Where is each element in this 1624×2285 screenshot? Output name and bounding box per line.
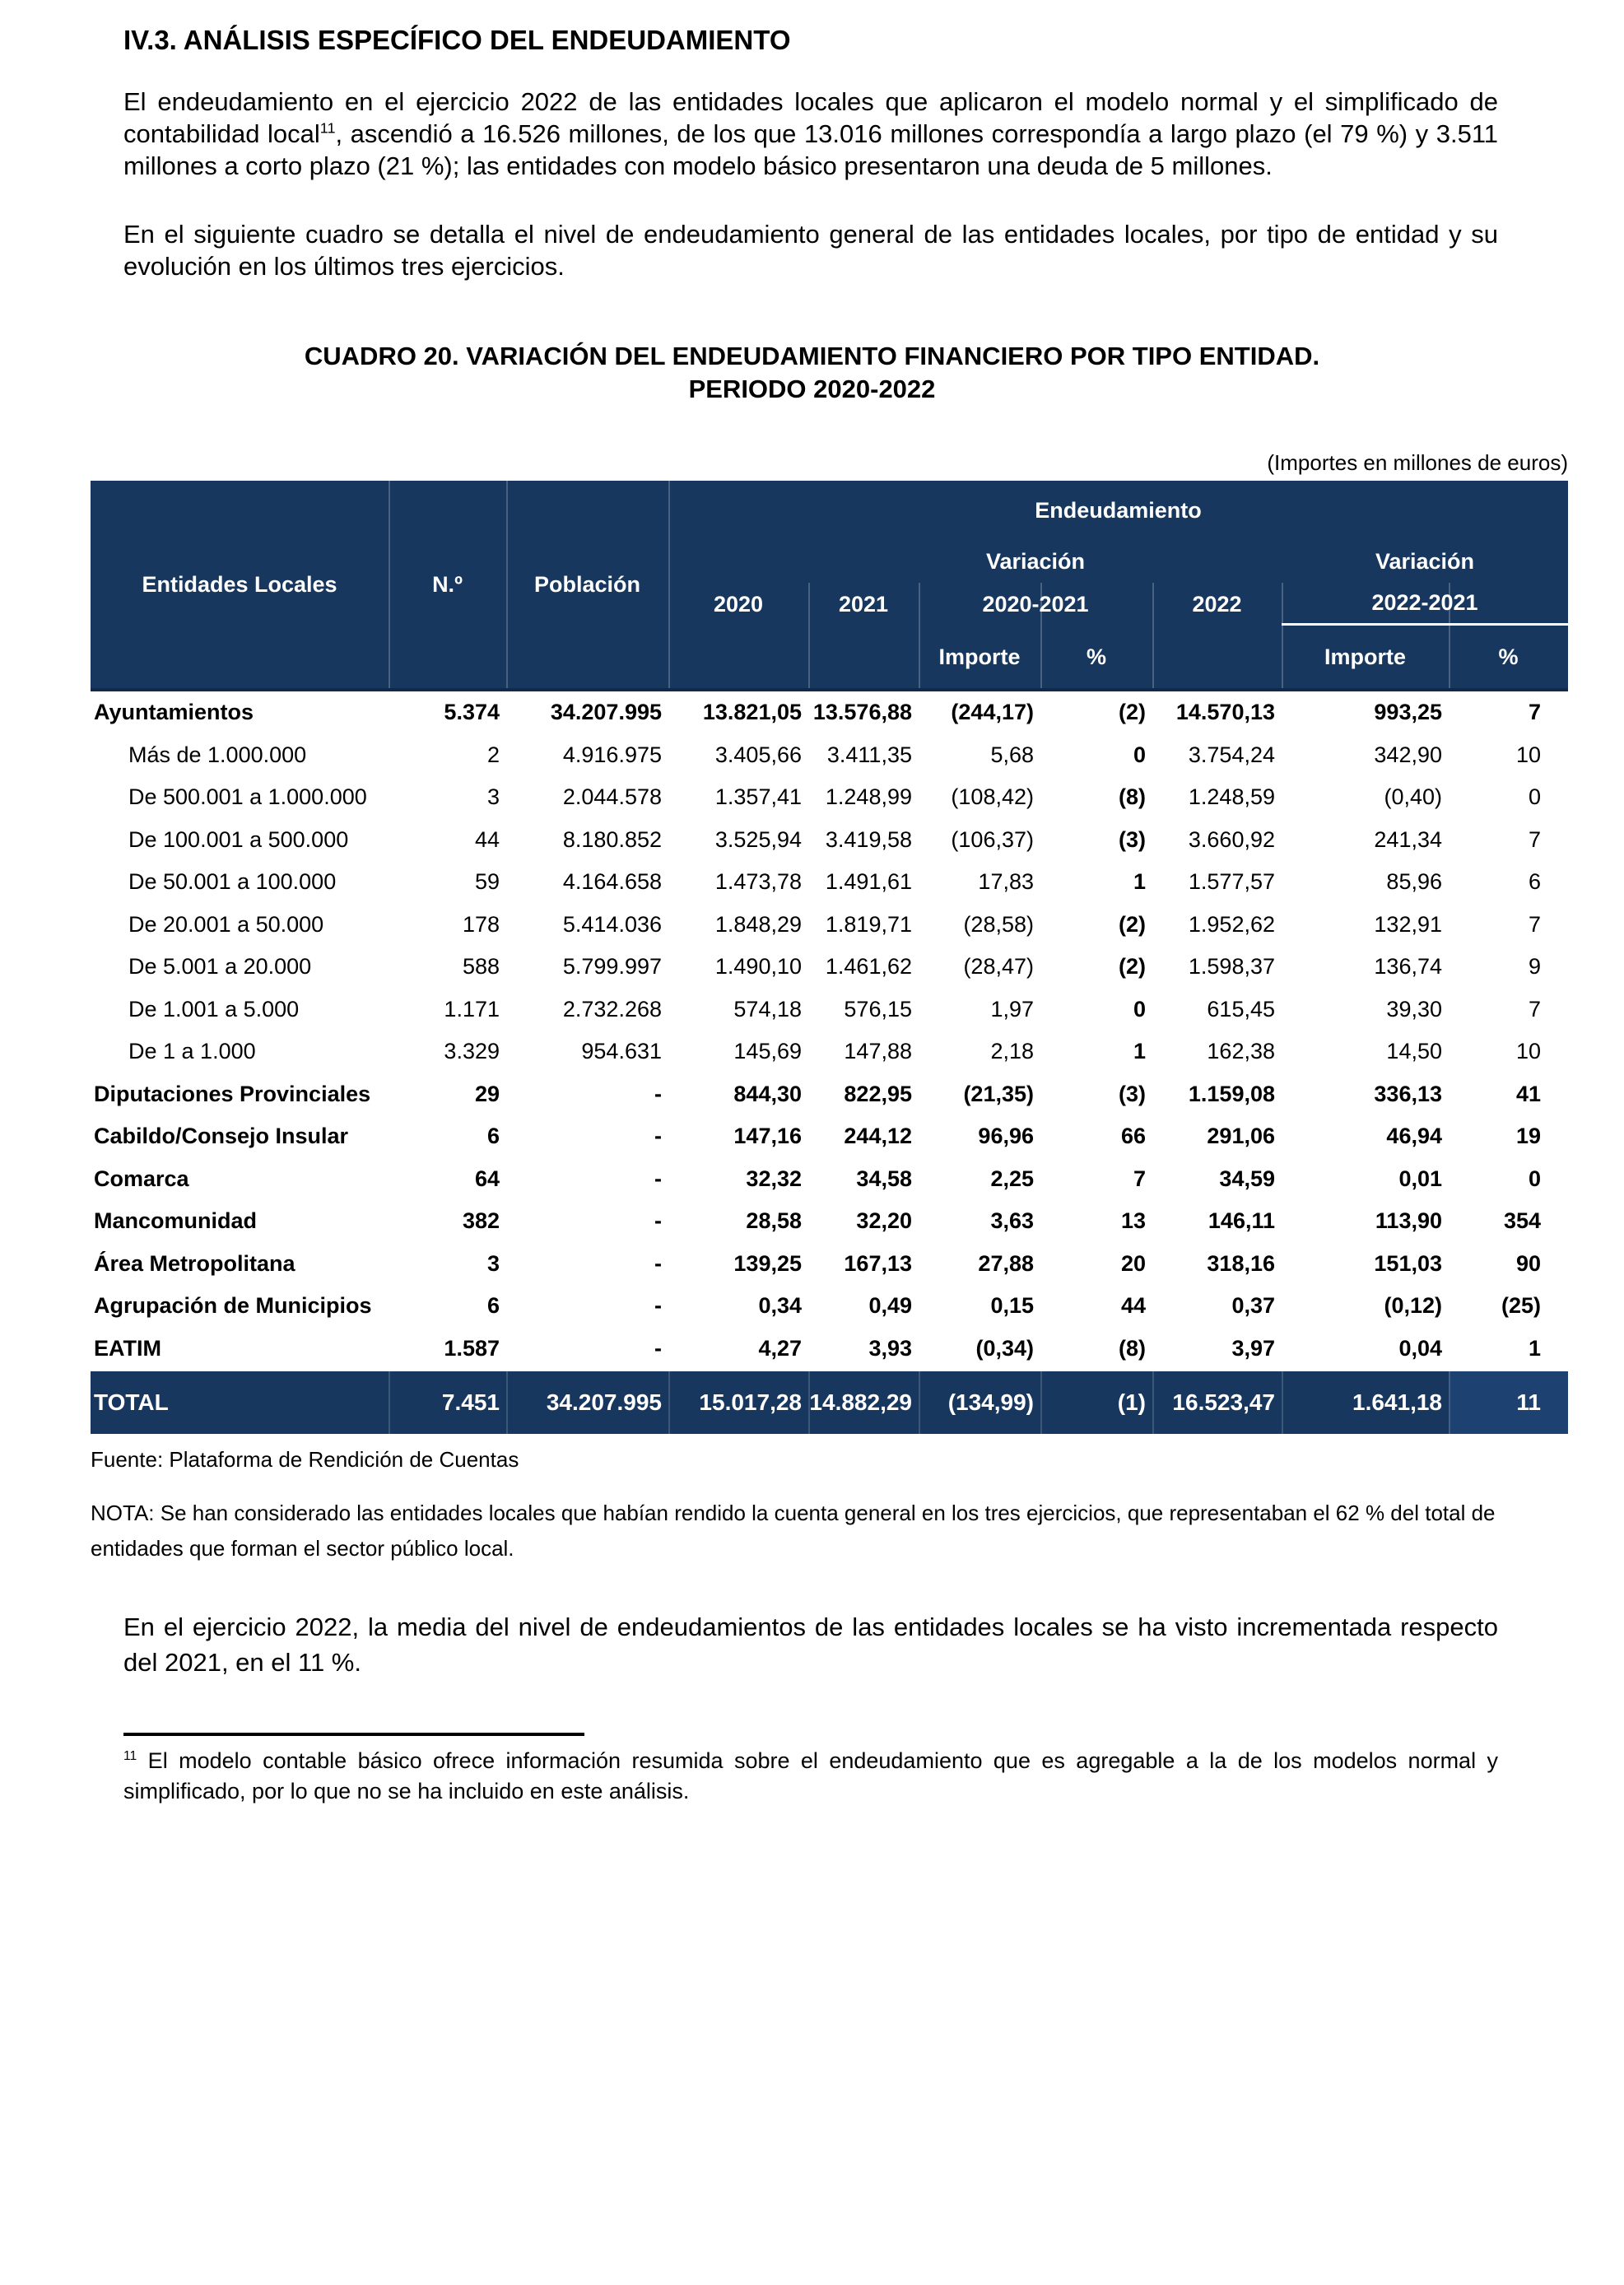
cell-value: (25) <box>1501 1293 1541 1319</box>
cell-value: 8.180.852 <box>562 826 662 852</box>
cell-value: 28,58 <box>746 1208 802 1234</box>
row-label: De 500.001 a 1.000.000 <box>128 784 367 810</box>
table-row <box>91 1073 1568 1116</box>
table-title-line-1: CUADRO 20. VARIACIÓN DEL ENDEUDAMIENTO FINANCIERO POR TIPO ENTIDAD. <box>304 342 1320 370</box>
cell-value: 113,90 <box>1375 1208 1442 1234</box>
cell-value: 145,69 <box>733 1039 802 1064</box>
cell-value: 954.631 <box>581 1039 662 1064</box>
table-row <box>91 861 1568 904</box>
cell-value: (3) <box>1119 1081 1146 1106</box>
total-cell-value: 16.523,47 <box>1152 1371 1282 1434</box>
cell-value: 66 <box>1120 1124 1146 1149</box>
table-header <box>91 481 1568 691</box>
cell-value: 1.577,57 <box>1188 869 1275 895</box>
row-label: De 5.001 a 20.000 <box>128 954 312 980</box>
cell-value: 96,96 <box>978 1124 1034 1149</box>
cell-value: (0,12) <box>1384 1293 1442 1319</box>
cell-value: 318,16 <box>1207 1250 1275 1276</box>
cell-value: 291,06 <box>1207 1124 1275 1149</box>
col-header-2020: 2020 <box>713 591 764 617</box>
cell-value: 382 <box>462 1208 500 1234</box>
cell-value: - <box>654 1293 662 1319</box>
cell-value: 7 <box>1133 1166 1146 1191</box>
table-row <box>91 734 1568 777</box>
cell-value: 2.732.268 <box>562 996 662 1022</box>
cell-value: 19 <box>1515 1124 1541 1149</box>
table-row <box>91 989 1568 1031</box>
total-cell-value: 34.207.995 <box>506 1371 668 1434</box>
cell-value: 64 <box>474 1166 500 1191</box>
col-header-entidades-locales: Entidades Locales <box>142 571 337 597</box>
cell-value: 3.754,24 <box>1188 742 1275 767</box>
cell-value: (244,17) <box>951 700 1034 725</box>
cell-value: 27,88 <box>978 1250 1034 1276</box>
cell-value: 3,93 <box>868 1335 912 1361</box>
col-header-2021: 2021 <box>838 591 889 617</box>
table-title-line-2: PERIODO 2020-2022 <box>688 375 936 403</box>
header-separator <box>506 481 508 688</box>
cell-value: 39,30 <box>1386 996 1442 1022</box>
table-row <box>91 904 1568 947</box>
cell-value: (3) <box>1119 826 1146 852</box>
cell-value: (28,58) <box>963 911 1034 937</box>
cell-value: 1.819,71 <box>825 911 912 937</box>
table-row <box>91 776 1568 819</box>
cell-value: 7 <box>1528 996 1541 1022</box>
header-separator <box>389 481 390 688</box>
cell-value: 1.248,99 <box>825 784 912 810</box>
cell-value: 244,12 <box>844 1124 912 1149</box>
cell-value: 1.490,10 <box>714 954 802 980</box>
row-label: Comarca <box>94 1166 189 1191</box>
header-separator <box>1152 583 1154 688</box>
cell-value: 1.598,37 <box>1188 954 1275 980</box>
cell-value: 13.821,05 <box>702 700 802 725</box>
cell-value: 0 <box>1528 784 1541 810</box>
cell-value: 1.248,59 <box>1188 784 1275 810</box>
cell-value: 146,11 <box>1208 1208 1275 1234</box>
cell-value: 2,18 <box>990 1039 1034 1064</box>
cell-value: 3.411,35 <box>826 742 912 767</box>
cell-value: 576,15 <box>844 996 912 1022</box>
total-cell-value: 14.882,29 <box>808 1371 919 1434</box>
paragraph-3: En el ejercicio 2022, la media del nivel de endeudamientos de las entidades locales se ha visto incrementada respecto del 2021, en el 11 %. <box>123 1613 1498 1677</box>
cell-value: 6 <box>486 1124 500 1149</box>
cell-value: (108,42) <box>951 784 1034 810</box>
col-header-pct-2: % <box>1498 644 1519 669</box>
cell-value: 3.405,66 <box>714 742 802 767</box>
cell-value: 0 <box>1133 742 1146 767</box>
col-header-numero: N.º <box>432 571 463 597</box>
col-header-importe-1: Importe <box>938 644 1021 669</box>
cell-value: 574,18 <box>733 996 802 1022</box>
row-label: Más de 1.000.000 <box>128 742 307 767</box>
footnote-number: 11 <box>123 1749 137 1763</box>
col-header-pct-1: % <box>1086 644 1106 669</box>
table-title <box>123 340 1501 406</box>
row-label: De 100.001 a 500.000 <box>128 826 349 852</box>
table-body <box>91 691 1568 1370</box>
cell-value: (2) <box>1119 954 1146 980</box>
cell-value: 90 <box>1515 1250 1541 1276</box>
row-label: De 20.001 a 50.000 <box>128 911 324 937</box>
cell-value: 1.159,08 <box>1188 1081 1275 1106</box>
source-note: Fuente: Plataforma de Rendición de Cuentas <box>91 1447 519 1472</box>
group-header-variacion-2020-2021: Variación <box>985 548 1086 574</box>
cell-value: 0,15 <box>990 1293 1034 1319</box>
cell-value: 32,32 <box>746 1166 802 1191</box>
cell-value: 241,34 <box>1374 826 1442 852</box>
cell-value: 3.329 <box>444 1039 500 1064</box>
row-label: De 50.001 a 100.000 <box>128 869 337 895</box>
cell-value: 6 <box>1528 869 1541 895</box>
section-heading: IV.3. ANÁLISIS ESPECÍFICO DEL ENDEUDAMIENTO <box>123 25 791 55</box>
cell-value: 2.044.578 <box>562 784 662 810</box>
cell-value: 10 <box>1515 742 1541 767</box>
cell-value: 1.473,78 <box>714 869 802 895</box>
header-separator <box>1282 583 1283 688</box>
row-label: Cabildo/Consejo Insular <box>94 1124 349 1149</box>
cell-value: 41 <box>1515 1081 1541 1106</box>
cell-value: 1.848,29 <box>714 911 802 937</box>
cell-value: 2 <box>486 742 500 767</box>
cell-value: 34,58 <box>856 1166 912 1191</box>
cell-value: - <box>654 1335 662 1361</box>
table-row <box>91 1158 1568 1201</box>
cell-value: 1.587 <box>444 1335 500 1361</box>
cell-value: 147,88 <box>844 1039 912 1064</box>
cell-value: 20 <box>1120 1250 1146 1276</box>
total-cell-value: 15.017,28 <box>668 1371 808 1434</box>
table-row <box>91 1200 1568 1243</box>
cell-value: 4,27 <box>758 1335 802 1361</box>
cell-value: 1 <box>1133 1039 1146 1064</box>
table-row <box>91 1031 1568 1073</box>
cell-value: 139,25 <box>733 1250 802 1276</box>
nota-note: NOTA: Se han considerado las entidades locales que habían rendido la cuenta general en los tres ejercicios, que representaban el 62 % del total de entidades que forman el sector público local. <box>91 1501 1496 1561</box>
cell-value: 136,74 <box>1374 954 1442 980</box>
cell-value: 1.952,62 <box>1188 911 1275 937</box>
col-header-var-2020-2021: 2020-2021 <box>982 591 1089 617</box>
row-label: Ayuntamientos <box>94 700 254 725</box>
cell-value: (8) <box>1119 784 1146 810</box>
cell-value: 147,16 <box>733 1124 802 1149</box>
cell-value: (28,47) <box>963 954 1034 980</box>
cell-value: 354 <box>1503 1208 1541 1234</box>
cell-value: 14,50 <box>1386 1039 1442 1064</box>
cell-value: 1.171 <box>444 996 500 1022</box>
cell-value: 178 <box>462 911 500 937</box>
row-label: Agrupación de Municipios <box>94 1293 372 1319</box>
cell-value: (2) <box>1119 700 1146 725</box>
header-separator <box>1040 583 1042 688</box>
cell-value: 1,97 <box>990 996 1034 1022</box>
cell-value: 13 <box>1120 1208 1146 1234</box>
table-row <box>91 819 1568 862</box>
cell-value: - <box>654 1166 662 1191</box>
total-cell-value: 11 <box>1449 1371 1568 1434</box>
header-separator <box>668 481 670 688</box>
row-label: Área Metropolitana <box>94 1250 295 1276</box>
cell-value: 1.461,62 <box>825 954 912 980</box>
cell-value: 32,20 <box>856 1208 912 1234</box>
cell-value: 5.374 <box>444 700 500 725</box>
cell-value: 3,97 <box>1231 1335 1275 1361</box>
paragraph-1 <box>123 86 1498 182</box>
cell-value: 1 <box>1528 1335 1541 1361</box>
debt-table <box>91 481 1568 1434</box>
cell-value: 993,25 <box>1374 700 1442 725</box>
cell-value: 0 <box>1133 996 1146 1022</box>
cell-value: (21,35) <box>963 1081 1034 1106</box>
cell-value: 342,90 <box>1374 742 1442 767</box>
group-header-variacion-2022-2021: Variación <box>1375 548 1475 574</box>
cell-value: 5,68 <box>990 742 1034 767</box>
cell-value: 85,96 <box>1386 869 1442 895</box>
cell-value: 7 <box>1528 826 1541 852</box>
cell-value: 0,37 <box>1231 1293 1275 1319</box>
cell-value: 0,34 <box>758 1293 802 1319</box>
cell-value: 3.660,92 <box>1188 826 1275 852</box>
col-header-importe-2: Importe <box>1324 644 1406 669</box>
cell-value: 3 <box>486 1250 500 1276</box>
cell-value: 3.419,58 <box>825 826 912 852</box>
header-separator <box>808 583 810 688</box>
cell-value: 9 <box>1528 954 1541 980</box>
header-separator <box>919 583 920 688</box>
row-label: EATIM <box>94 1335 161 1361</box>
total-cell-value: 7.451 <box>389 1371 506 1434</box>
footnote-text: El modelo contable básico ofrece información resumida sobre el endeudamiento que es agregable a la de los modelos normal y simplificado, por lo que no se ha incluido en este análisis. <box>123 1748 1498 1803</box>
col-header-2022: 2022 <box>1192 591 1242 617</box>
paragraph-2: En el siguiente cuadro se detalla el nivel de endeudamiento general de las entidades locales, por tipo de entidad y su evolución en los últimos tres ejercicios. <box>123 220 1498 281</box>
units-note: (Importes en millones de euros) <box>1267 450 1568 475</box>
table-total-row <box>91 1371 1568 1434</box>
cell-value: 7 <box>1528 911 1541 937</box>
footnote-ref-11: 11 <box>319 119 336 137</box>
cell-value: 0,49 <box>868 1293 912 1319</box>
cell-value: 29 <box>474 1081 500 1106</box>
cell-value: 3 <box>486 784 500 810</box>
cell-value: 167,13 <box>844 1250 912 1276</box>
total-cell-value: (1) <box>1040 1371 1152 1434</box>
cell-value: 3,63 <box>990 1208 1034 1234</box>
cell-value: - <box>654 1124 662 1149</box>
cell-value: - <box>654 1081 662 1106</box>
cell-value: 151,03 <box>1374 1250 1442 1276</box>
cell-value: 2,25 <box>990 1166 1034 1191</box>
cell-value: 1.491,61 <box>825 869 912 895</box>
row-label: Mancomunidad <box>94 1208 258 1234</box>
cell-value: 615,45 <box>1207 996 1275 1022</box>
total-label: TOTAL <box>94 1389 169 1415</box>
table-row <box>91 1115 1568 1158</box>
cell-value: - <box>654 1250 662 1276</box>
cell-value: 132,91 <box>1374 911 1442 937</box>
cell-value: 1 <box>1133 869 1146 895</box>
cell-value: 0,01 <box>1398 1166 1442 1191</box>
cell-value: 59 <box>474 869 500 895</box>
cell-value: 17,83 <box>978 869 1034 895</box>
cell-value: 5.799.997 <box>562 954 662 980</box>
cell-value: 162,38 <box>1207 1039 1275 1064</box>
header-separator <box>1449 583 1450 688</box>
cell-value: 44 <box>1120 1293 1146 1319</box>
cell-value: 46,94 <box>1386 1124 1442 1149</box>
footnote <box>123 1746 1498 1807</box>
cell-value: 10 <box>1515 1039 1541 1064</box>
cell-value: 1.357,41 <box>714 784 802 810</box>
paragraph-1-text: El endeudamiento en el ejercicio 2022 de las entidades locales que aplicaron el modelo normal y el simplificado de contabilidad local <box>123 87 1498 148</box>
cell-value: (8) <box>1119 1335 1146 1361</box>
cell-value: (106,37) <box>951 826 1034 852</box>
cell-value: 44 <box>474 826 500 852</box>
cell-value: 3.525,94 <box>714 826 802 852</box>
col-header-var-2022-2021: 2022-2021 <box>1282 583 1568 626</box>
cell-value: 588 <box>462 954 500 980</box>
cell-value: 6 <box>486 1293 500 1319</box>
cell-value: 0 <box>1528 1166 1541 1191</box>
table-row <box>91 946 1568 989</box>
cell-value: 34,59 <box>1219 1166 1275 1191</box>
row-label: Diputaciones Provinciales <box>94 1081 371 1106</box>
cell-value: - <box>654 1208 662 1234</box>
cell-value: (0,34) <box>975 1335 1034 1361</box>
total-cell-value: 1.641,18 <box>1282 1371 1449 1434</box>
row-label: De 1 a 1.000 <box>128 1039 256 1064</box>
cell-value: (0,40) <box>1384 784 1442 810</box>
cell-value: 844,30 <box>733 1081 802 1106</box>
group-header-endeudamiento: Endeudamiento <box>1035 497 1202 523</box>
cell-value: 4.916.975 <box>562 742 662 767</box>
cell-value: 13.576,88 <box>812 700 912 725</box>
table-row <box>91 691 1568 734</box>
table-row <box>91 1328 1568 1371</box>
cell-value: 5.414.036 <box>562 911 662 937</box>
cell-value: 14.570,13 <box>1175 700 1275 725</box>
footnote-separator <box>123 1733 584 1736</box>
cell-value: 7 <box>1528 700 1541 725</box>
cell-value: (2) <box>1119 911 1146 937</box>
cell-value: 0,04 <box>1398 1335 1442 1361</box>
cell-value: 34.207.995 <box>550 700 662 725</box>
total-cell-value: (134,99) <box>919 1371 1040 1434</box>
cell-value: 4.164.658 <box>562 869 662 895</box>
cell-value: 822,95 <box>844 1081 912 1106</box>
table-row <box>91 1243 1568 1286</box>
paragraph-1-text-cont: , ascendió a 16.526 millones, de los que 13.016 millones correspondía a largo plazo (el 79 %) y 3.511 millones a corto plazo (21 %); las entidades con modelo básico presentaron una deuda de 5 millones. <box>123 119 1499 180</box>
cell-value: 336,13 <box>1374 1081 1442 1106</box>
table-row <box>91 1285 1568 1328</box>
row-label: De 1.001 a 5.000 <box>128 996 300 1022</box>
col-header-poblacion: Población <box>533 571 640 597</box>
